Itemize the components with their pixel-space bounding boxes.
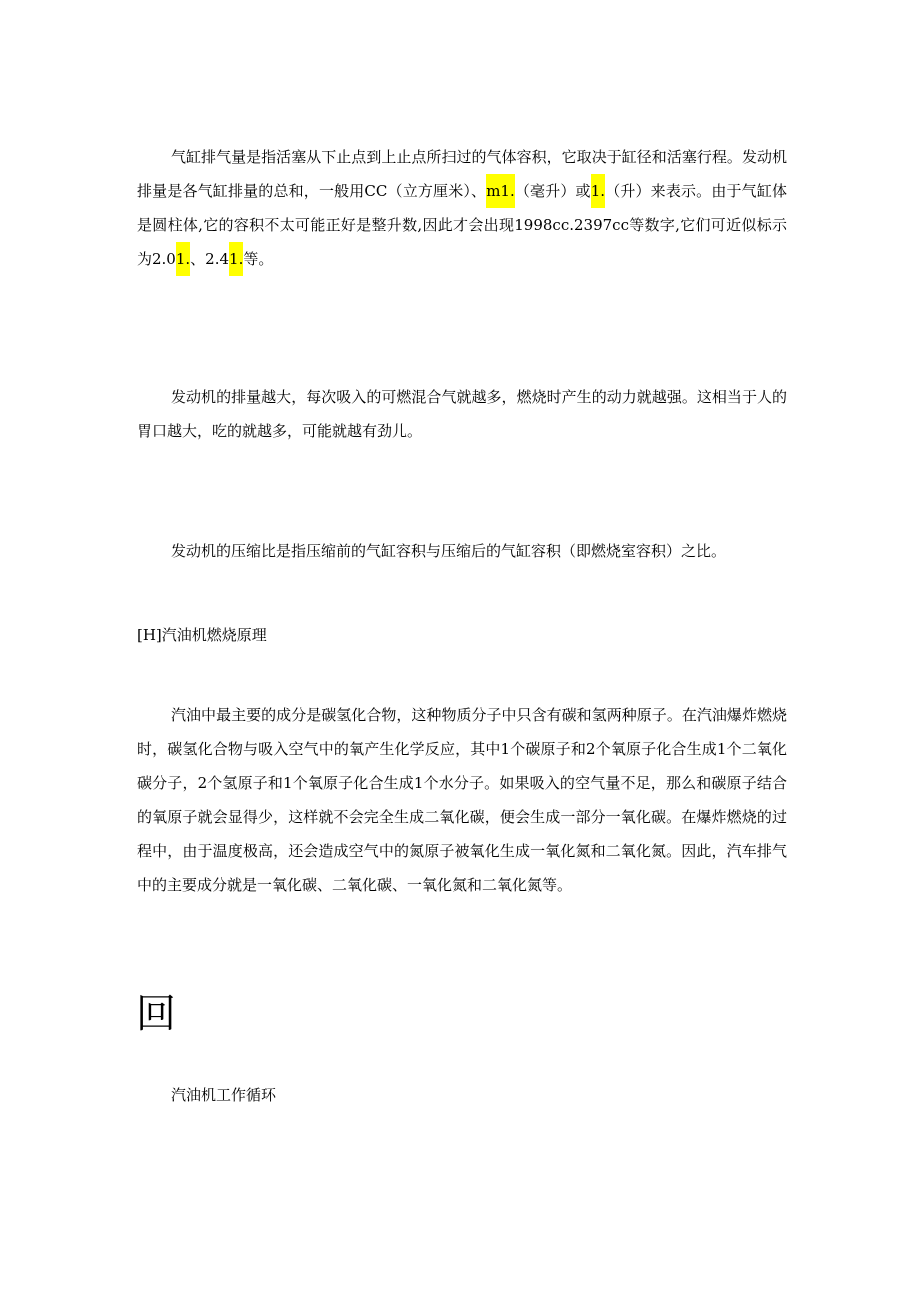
highlight-l: 1. — [591, 174, 605, 208]
large-glyph: 回 — [136, 991, 176, 1037]
paragraph-displacement — [137, 140, 787, 276]
section-heading-combustion: [H]汽油机燃烧原理 — [137, 626, 267, 644]
highlight-2-4l: 1. — [229, 242, 243, 276]
paragraph-displacement-power: 发动机的排量越大，每次吸入的可燃混合气就越多，燃烧时产生的动力就越强。这相当于人的胃口越大，吃的就越多，可能就越有劲儿。 — [137, 388, 787, 440]
highlight-ml: m1. — [486, 174, 515, 208]
section-heading-work-cycle: 汽油机工作循环 — [171, 1086, 277, 1104]
text-segment: （毫升）或 — [514, 182, 591, 200]
text-segment: 等。 — [243, 250, 274, 268]
paragraph-combustion: 汽油中最主要的成分是碳氢化合物，这种物质分子中只含有碳和氢两种原子。在汽油爆炸燃烧时，碳氢化合物与吸入空气中的氧产生化学反应，其中1个碳原子和2个氧原子化合生成1个二氧化碳分子，2个氢原子和1个氧原子化合生成1个水分子。如果吸入的空气量不足，那么和碳原子结合的氧原子就会显得少，这样就不会完全生成二氧化碳，便会生成一部分一氧化碳。在爆炸燃烧的过程中，由于温度极高，还会造成空气中的氮原子被氧化生成一氧化氮和二氧化氮。因此，汽车排气中的主要成分就是一氧化碳、二氧化碳、一氧化氮和二氧化氮等。 — [137, 706, 787, 894]
text-segment: （升）来表示。由于气缸体是圆柱体,它的容积不太可能正好是整升数,因此才会出现1998cc.2397cc等数字,它们可近似标示为2.0 — [137, 182, 787, 268]
text-segment: 气缸排气量是指活塞从下止点到上止点所扫过的气体容积，它取决于缸径和活塞行程。发动机排量是各气缸排量的总和，一般用CC（立方厘米）、 — [137, 148, 787, 200]
text-segment: 、2.4 — [190, 250, 230, 268]
paragraph-compression-ratio: 发动机的压缩比是指压缩前的气缸容积与压缩后的气缸容积（即燃烧室容积）之比。 — [171, 542, 727, 560]
highlight-2-0l: 1. — [176, 242, 190, 276]
